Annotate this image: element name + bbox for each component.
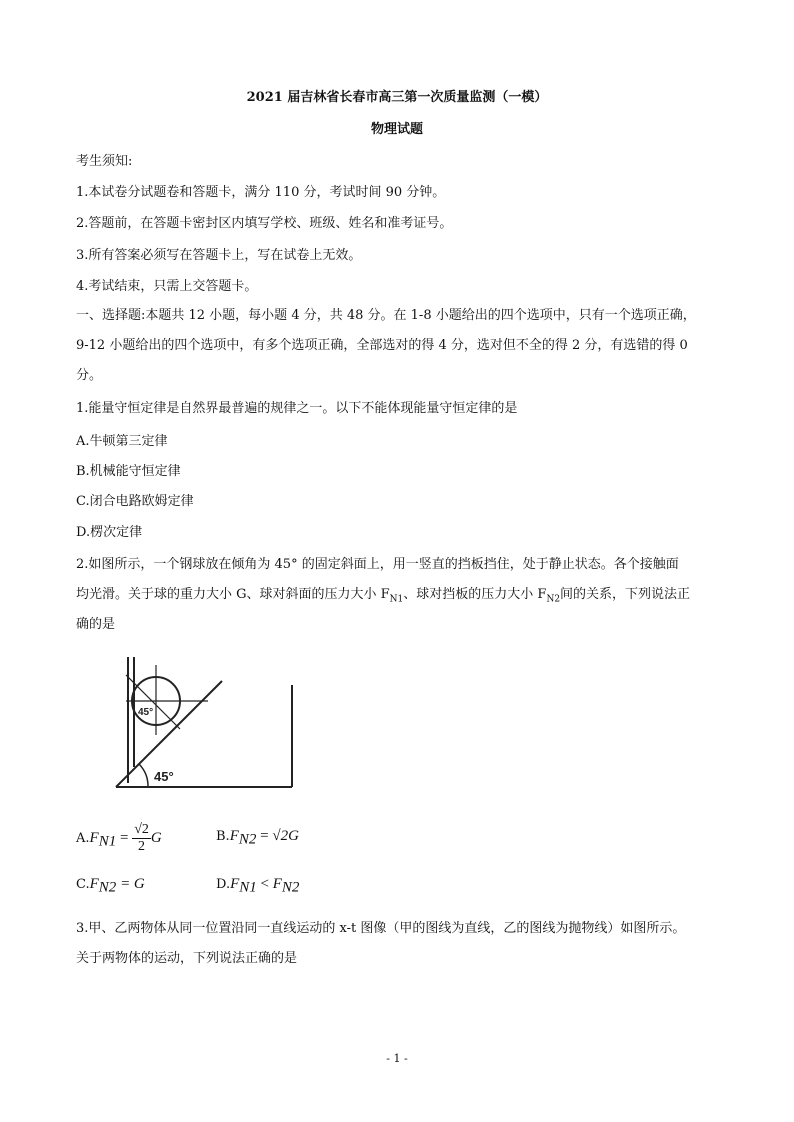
force-subscript: N2 xyxy=(281,879,300,896)
expression-rhs: = G xyxy=(116,876,145,892)
fraction xyxy=(132,822,151,855)
force-subscript: N1 xyxy=(239,879,257,896)
section-instructions: 分。 xyxy=(76,368,103,383)
question-2-stem-line xyxy=(76,583,690,605)
force-symbol: F xyxy=(89,876,99,892)
small-angle-label: 45° xyxy=(138,707,154,718)
expression-rhs: √2G xyxy=(272,828,299,844)
notice-item: 3.所有答案必须写在答题卡上，写在试卷上无效。 xyxy=(76,248,362,263)
question-2-option-a xyxy=(76,822,162,855)
force-subscript: N2 xyxy=(238,831,257,848)
question-1-option-c: C.闭合电路欧姆定律 xyxy=(76,494,194,509)
stem-sub: N1 xyxy=(389,594,404,605)
question-1-option-a: A.牛顿第三定律 xyxy=(76,434,168,449)
page-number: - 1 - xyxy=(386,1052,408,1065)
equals-sign: = xyxy=(116,830,133,846)
question-2-option-c xyxy=(76,876,145,897)
question-2-option-d xyxy=(216,876,299,897)
angle-arc xyxy=(139,764,148,787)
question-1-stem: 1.能量守恒定律是自然界最普遍的规律之一。以下不能体现能量守恒定律的是 xyxy=(76,401,518,416)
section-instructions: 9-12 小题给出的四个选项中，有多个选项正确，全部选对的得 4 分，选对但不全的得 2 分，有选错的得 0 xyxy=(76,338,688,353)
stem-text: 间的关系，下列说法正 xyxy=(560,587,691,602)
option-label: C. xyxy=(76,877,90,892)
incline-ball-figure xyxy=(112,655,312,795)
force-subscript: N2 xyxy=(98,879,117,896)
question-1-option-d: D.楞次定律 xyxy=(76,525,143,540)
notice-item: 4.考试结束，只需上交答题卡。 xyxy=(76,279,258,294)
question-3-stem-line: 关于两物体的运动，下列说法正确的是 xyxy=(76,951,298,966)
option-label: A. xyxy=(76,831,90,846)
notice-item: 1.本试卷分试题卷和答题卡，满分 110 分，考试时间 90 分钟。 xyxy=(76,185,446,200)
option-label: B. xyxy=(216,829,230,844)
gravity-symbol: G xyxy=(150,830,162,846)
force-symbol: F xyxy=(89,830,99,846)
question-1-option-b: B.机械能守恒定律 xyxy=(76,464,181,479)
equals-sign: = xyxy=(256,828,273,844)
angle-label: 45° xyxy=(154,769,174,784)
less-than-sign: < xyxy=(256,876,273,892)
page-subtitle: 物理试题 xyxy=(370,122,423,137)
force-symbol: F xyxy=(272,876,282,892)
question-3-stem-line: 3.甲、乙两物体从同一位置沿同一直线运动的 x-t 图像（甲的图线为直线，乙的图线为抛物线）如图所示。 xyxy=(76,921,686,936)
question-2-stem-line: 2.如图所示，一个钢球放在倾角为 45° 的固定斜面上，用一竖直的挡板挡住，处于静止状态。各个接触面 xyxy=(76,557,679,572)
fraction-numerator: √2 xyxy=(134,822,149,837)
force-subscript: N1 xyxy=(98,833,117,850)
stem-text: 均光滑。关于球的重力大小 G、球对斜面的压力大小 F xyxy=(76,587,390,602)
fraction-denominator: 2 xyxy=(138,839,146,854)
notice-heading: 考生须知: xyxy=(76,154,133,169)
notice-item: 2.答题前，在答题卡密封区内填写学校、班级、姓名和准考证号。 xyxy=(76,216,453,231)
force-symbol: F xyxy=(230,876,240,892)
stem-text: 、球对挡板的压力大小 F xyxy=(403,587,547,602)
option-label: D. xyxy=(216,877,231,892)
page-title: 2021 届吉林省长春市高三第一次质量监测（一模） xyxy=(246,90,548,105)
force-symbol: F xyxy=(229,828,239,844)
section-instructions: 一、选择题:本题共 12 小题，每小题 4 分，共 48 分。在 1-8 小题给出的四个选项中，只有一个选项正确， xyxy=(76,308,696,323)
question-2-stem-line: 确的是 xyxy=(76,617,116,632)
question-2-option-b xyxy=(216,828,299,849)
stem-sub: N2 xyxy=(546,594,561,605)
